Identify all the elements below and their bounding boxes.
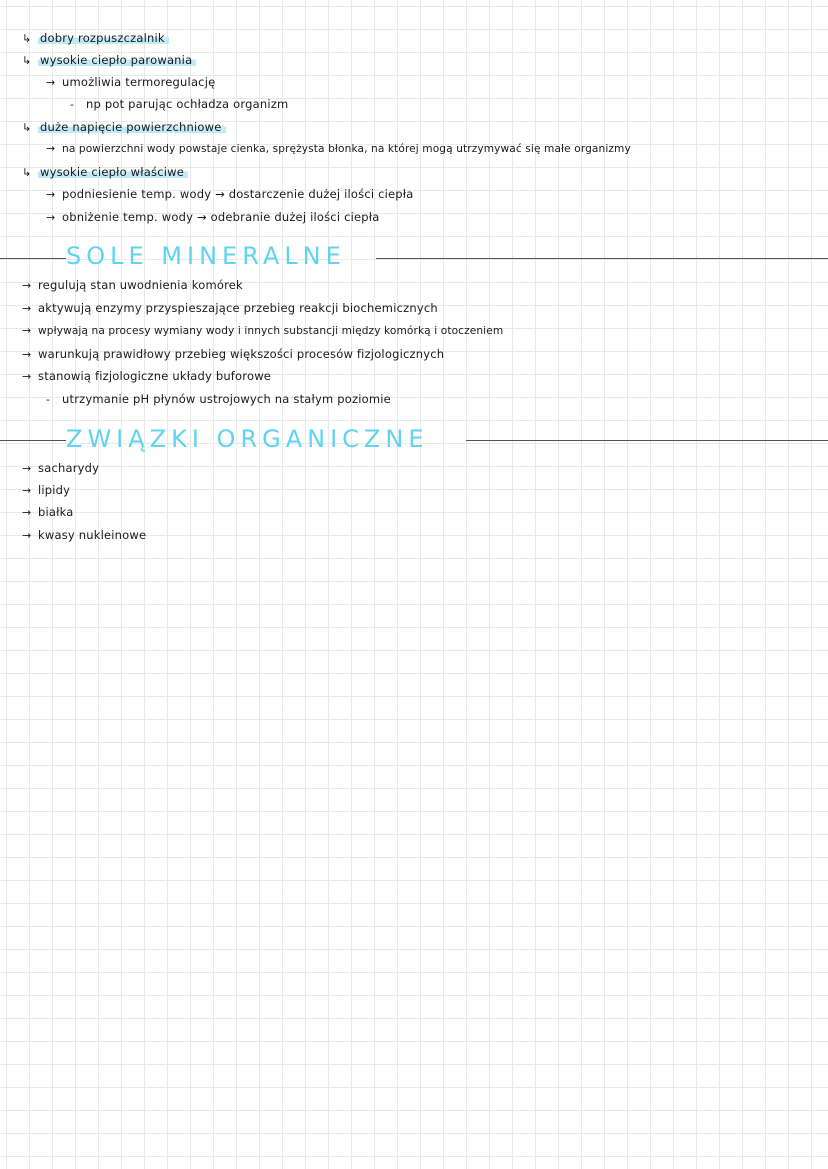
arrow-right-icon: → (22, 506, 32, 519)
list-item-text: duże napięcie powierzchniowe (38, 120, 226, 134)
list-item-text: białka (38, 505, 74, 519)
dash-icon: - (70, 98, 75, 111)
list-item-text: wysokie ciepło właściwe (38, 165, 188, 179)
list-item (46, 141, 631, 157)
arrow-right-icon: → (22, 324, 32, 337)
list-item-text: sacharydy (38, 461, 100, 475)
hook-arrow-icon: ↳ (22, 166, 32, 179)
list-item (22, 368, 271, 385)
list-item (22, 323, 503, 339)
list-item-text: na powierzchni wody powstaje cienka, sprężysta błonka, na której mogą utrzymywać się małe organizmy (62, 143, 631, 155)
arrow-right-icon: → (46, 211, 56, 224)
list-item (22, 482, 70, 499)
hook-arrow-icon: ↳ (22, 32, 32, 45)
list-item (22, 300, 438, 317)
heading-rule-left (0, 440, 66, 441)
arrow-right-icon: → (46, 142, 56, 155)
list-item-text: warunkują prawidłowy przebieg większości procesów fizjologicznych (38, 347, 445, 361)
arrow-right-icon: → (46, 76, 56, 89)
arrow-right-icon: → (22, 462, 32, 475)
list-item (22, 119, 226, 136)
list-item (46, 391, 391, 408)
hook-arrow-icon: ↳ (22, 121, 32, 134)
list-item-text: dobry rozpuszczalnik (38, 31, 169, 45)
arrow-right-icon: → (22, 529, 32, 542)
list-item (22, 164, 188, 181)
arrow-right-icon: → (46, 188, 56, 201)
list-item-text: lipidy (38, 483, 71, 497)
list-item-text: umożliwia termoregulację (62, 75, 216, 89)
list-item-text: kwasy nukleinowe (38, 528, 147, 542)
list-item (46, 186, 414, 203)
list-item (46, 209, 380, 226)
list-item-text: stanowią fizjologiczne układy buforowe (38, 369, 272, 383)
heading-rule-left (0, 258, 66, 259)
list-item (22, 460, 99, 477)
list-item (22, 277, 243, 294)
heading-rule-right (376, 258, 828, 259)
section-heading-salts: SOLE MINERALNE (66, 242, 346, 270)
list-item (70, 96, 288, 113)
list-item-text: wpływają na procesy wymiany wody i innych substancji między komórką i otoczeniem (38, 325, 504, 337)
list-item-text: podniesienie temp. wody → dostarczenie dużej ilości ciepła (62, 187, 414, 201)
list-item-text: np pot parując ochładza organizm (86, 97, 289, 111)
list-item-text: obniżenie temp. wody → odebranie dużej ilości ciepła (62, 210, 380, 224)
arrow-right-icon: → (22, 484, 32, 497)
dash-icon: - (46, 393, 51, 406)
list-item (22, 527, 146, 544)
list-item-text: utrzymanie pH płynów ustrojowych na stałym poziomie (62, 392, 391, 406)
list-item (22, 504, 74, 521)
heading-rule-right (466, 440, 828, 441)
list-item (22, 52, 196, 69)
list-item-text: aktywują enzymy przyspieszające przebieg reakcji biochemicznych (38, 301, 438, 315)
arrow-right-icon: → (22, 279, 32, 292)
hook-arrow-icon: ↳ (22, 54, 32, 67)
arrow-right-icon: → (22, 370, 32, 383)
section-heading-organic: ZWIĄZKI ORGANICZNE (66, 425, 429, 453)
list-item-text: wysokie ciepło parowania (38, 53, 196, 67)
list-item (22, 30, 169, 47)
arrow-right-icon: → (22, 302, 32, 315)
list-item (22, 346, 444, 363)
list-item-text: regulują stan uwodnienia komórek (38, 278, 243, 292)
list-item (46, 74, 215, 91)
arrow-right-icon: → (22, 348, 32, 361)
